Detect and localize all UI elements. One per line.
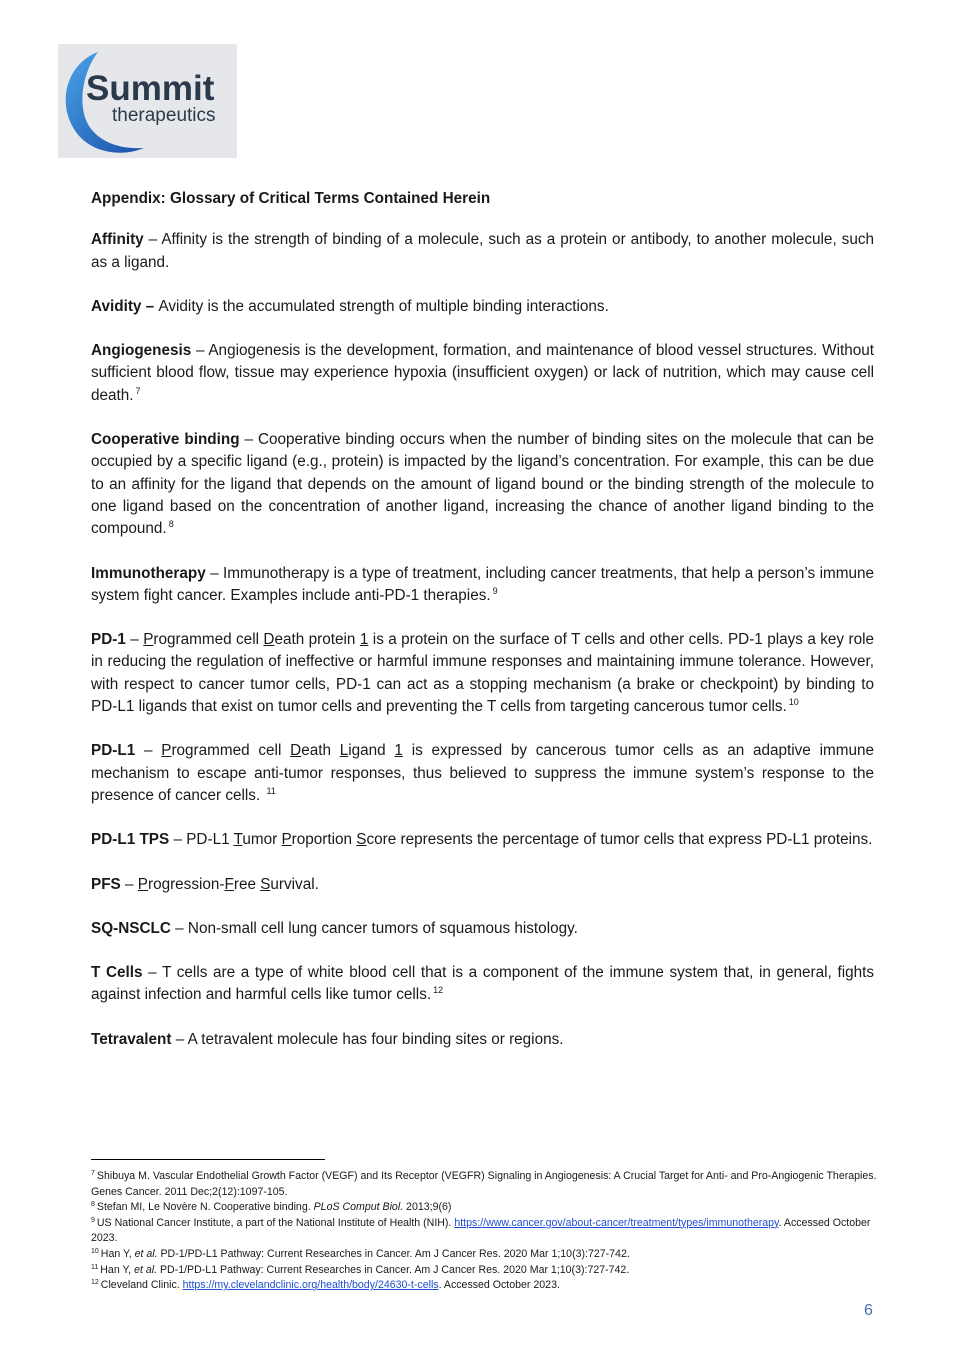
definition-pd1: is a protein on the surface of T cells and other cells. PD-1 plays a key role in reducing the regulation of ineffective or harmful immune responses and maintaining immune tolerance. However, with respect to cancer tumor cells, PD-1 can act as a stopping mechanism (a brake or checkpoint) by binding to PD-L1 ligands that exist on tumor cells and preventing the T cells from targeting cancerous tumor cells. [91, 631, 874, 716]
definition-pfs: urvival. [270, 875, 319, 893]
footnote-ref-10: 10 [788, 697, 799, 708]
term-immunotherapy: Immunotherapy [91, 564, 206, 582]
footnote-9: $^9$ US National Cancer Institute, a part of the National Institute of Health (NIH). https://www.cancer.gov/about-cancer/treatment/types/immunotherapy. Accessed October 2023. [91, 1216, 871, 1245]
footnotes [91, 1169, 881, 1294]
footnote-ref-12: 12 [433, 985, 444, 996]
footnote-9-link[interactable]: https://www.cancer.gov/about-cancer/treatment/types/immunotherapy [454, 1216, 779, 1229]
definition-cooperative-binding: Cooperative binding occurs when the number of binding sites on the molecule that can be occupied by a specific ligand (e.g., protein) is impacted by the ligand’s concentration. For example, this can be due to an affinity for the ligand that depends on the amount of ligand bound or the binding strength of the molecule to one ligand based on the concentration of another ligand, increasing the chance of another ligand binding to the compound. [91, 431, 875, 538]
term-affinity: Affinity [91, 231, 144, 249]
entry-angiogenesis: Angiogenesis – Angiogenesis is the development, formation, and maintenance of blood vessel structures. Without sufficient blood flow, tissue may experience hypoxia (insufficient oxygen) or lack of nutrition, which may cause cell death. $^7$ [91, 342, 874, 404]
footnote-11: $^{11}$ Han Y, et al. PD-1/PD-L1 Pathway: Current Researches in Cancer. Am J Cancer Res. 2020 Mar 1;10(3):727-742. [91, 1263, 630, 1276]
term-pdl1: PD-L1 [91, 742, 136, 760]
page-number: 6 [864, 1302, 873, 1319]
summit-therapeutics-logo [58, 44, 237, 158]
footnote-10: $^{10}$ Han Y, et al. PD-1/PD-L1 Pathway: Current Researches in Cancer. Am J Cancer Res. 2020 Mar 1;10(3):727-742. [91, 1247, 630, 1260]
definition-immunotherapy: Immunotherapy is a type of treatment, including cancer treatments, that help a person’s immune system fight cancer. Examples include anti-PD-1 therapies. [91, 564, 874, 604]
term-tetravalent: Tetravalent [91, 1030, 172, 1048]
footnote-12-link[interactable]: https://my.clevelandclinic.org/health/body/24630-t-cells [182, 1279, 439, 1292]
entry-immunotherapy: Immunotherapy – Immunotherapy is a type of treatment, including cancer treatments, that help a person’s immune system fight cancer. Examples include anti-PD-1 therapies. $^9$ [91, 564, 874, 604]
term-sq-nsclc: SQ-NSCLC [91, 919, 171, 937]
entry-sq-nsclc: SQ-NSCLC – Non-small cell lung cancer tumors of squamous histology. [91, 919, 578, 937]
footnote-ref-7: 7 [135, 385, 141, 396]
entry-cooperative-binding: Cooperative binding – Cooperative binding occurs when the number of binding sites on the molecule that can be occupied by a specific ligand (e.g., protein) is impacted by the ligand’s concentration. For example, this can be due to an affinity for the ligand that depends on the amount of ligand bound or the binding strength of the molecule to one ligand based on the concentration of another ligand, increasing the chance of another ligand binding to the compound. $^8$ [91, 431, 875, 538]
definition-avidity: Avidity is the accumulated strength of multiple binding interactions. [158, 297, 609, 315]
footnote-divider [91, 1159, 325, 1160]
term-pdl1-tps: PD-L1 TPS [91, 831, 170, 849]
entry-tetravalent: Tetravalent – A tetravalent molecule has four binding sites or regions. [91, 1030, 564, 1048]
entry-avidity [91, 296, 874, 318]
footnote-ref-11: 11 [266, 785, 276, 796]
glossary-heading: Appendix: Glossary of Critical Terms Contained Herein [91, 190, 491, 207]
footnote-7: $^7$ Shibuya M. Vascular Endothelial Growth Factor (VEGF) and Its Receptor (VEGFR) Signaling in Angiogenesis: A Crucial Target for Anti- and Pro-Angiogenic Therapies. Genes Cancer. 2011 Dec;2(12):1097-105. [91, 1170, 877, 1198]
entry-pdl1: PD-L1 – Programmed cell Death Ligand 1 is expressed by cancerous tumor cells as an adaptive immune mechanism to escape anti-tumor responses, thus believed to suppress the immune system’s response to the presence of cancer cells. $^{11}$ [91, 742, 874, 804]
definition-pdl1: is expressed by cancerous tumor cells as an adaptive immune mechanism to escape anti-tumor responses, thus believed to suppress the immune system’s response to the presence of cancer cells. [91, 742, 874, 804]
term-pd1: PD-1 [91, 631, 126, 649]
entry-t-cells: T Cells – T cells are a type of white blood cell that is a component of the immune system that, in general, fights against infection and harmful cells like tumor cells. $^{12}$ [91, 964, 875, 1004]
definition-affinity: Affinity is the strength of binding of a molecule, such as a protein or antibody, to another molecule, such as a ligand. [91, 231, 874, 271]
logo-word-summit: Summit [86, 69, 215, 108]
footnote-ref-8: 8 [168, 519, 174, 530]
term-angiogenesis: Angiogenesis [91, 342, 192, 360]
logo-word-therapeutics: therapeutics [112, 105, 216, 126]
entry-pd1: PD-1 – Programmed cell Death protein 1 is a protein on the surface of T cells and other cells. PD-1 plays a key role in reducing the regulation of ineffective or harmful immune responses and maintaining immune tolerance. However, with respect to cancer tumor cells, PD-1 can act as a stopping mechanism (a brake or checkpoint) by binding to PD-L1 ligands that exist on tumor cells and preventing the T cells from targeting cancerous tumor cells. $^{10}$ [91, 631, 874, 716]
term-t-cells: T Cells [91, 964, 143, 982]
definition-t-cells: T cells are a type of white blood cell that is a component of the immune system that, in general, fights against infection and harmful cells like tumor cells. [91, 964, 875, 1004]
footnote-12: $^{12}$ Cleveland Clinic. https://my.clevelandclinic.org/health/body/24630-t-cells. Accessed October 2023. [91, 1279, 560, 1292]
term-cooperative-binding: Cooperative binding [91, 431, 240, 449]
definition-pdl1-tps: core represents the percentage of tumor cells that express PD-L1 proteins. [366, 831, 873, 849]
term-pfs: PFS [91, 875, 121, 893]
glossary [91, 188, 874, 1073]
footnote-ref-9: 9 [492, 585, 498, 596]
definition-angiogenesis: Angiogenesis is the development, formation, and maintenance of blood vessel structures. Without sufficient blood flow, tissue may experience hypoxia (insufficient oxygen) or lack of nutrition, which may cause cell death. [91, 342, 874, 404]
term-avidity: Avidity – [91, 297, 159, 315]
entry-affinity: Affinity – Affinity is the strength of binding of a molecule, such as a protein or antibody, to another molecule, such as a ligand. [91, 231, 874, 271]
entry-pfs: PFS – Progression-Free Survival. [91, 875, 319, 893]
definition-sq-nsclc: Non-small cell lung cancer tumors of squamous histology. [187, 919, 578, 937]
definition-tetravalent: A tetravalent molecule has four binding sites or regions. [187, 1030, 564, 1048]
entry-pdl1-tps: PD-L1 TPS – PD-L1 Tumor Proportion Score represents the percentage of tumor cells that express PD-L1 proteins. [91, 831, 873, 849]
footnote-8: $^8$ Stefan MI, Le Novère N. Cooperative binding. PLoS Comput Biol. 2013;9(6) [91, 1201, 452, 1214]
